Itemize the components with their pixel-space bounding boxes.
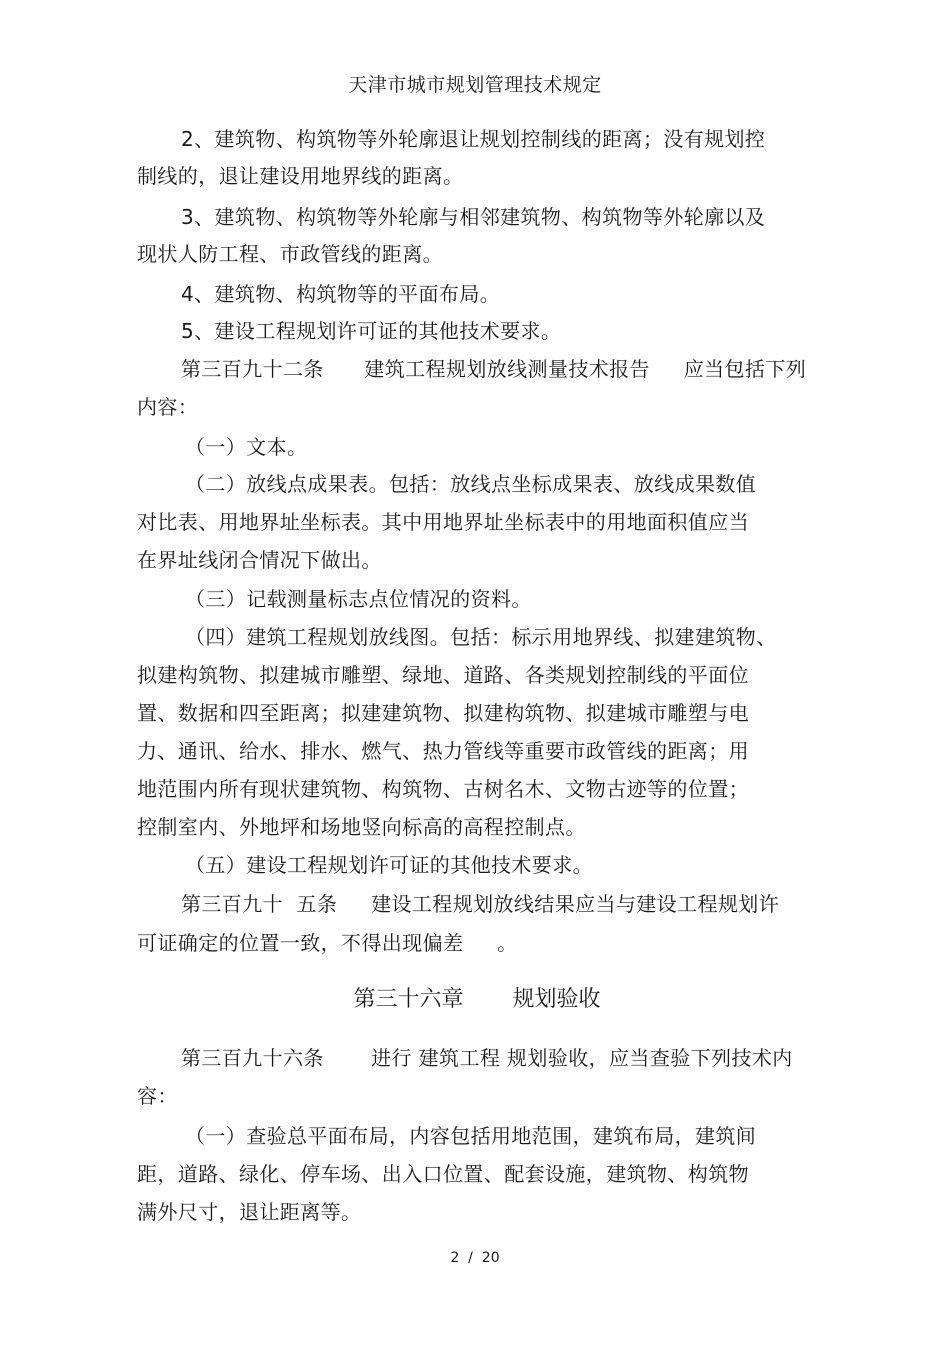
paragraph-line: 力、通讯、给水、排水、燃气、热力管线等重要市政管线的距离；用: [137, 739, 749, 763]
article-heading-396: 第三百九十六条 进行 建筑工程 规划验收，应当查验下列技术内: [181, 1046, 793, 1070]
paragraph-line: 制线的，退让建设用地界线的距离。: [137, 164, 464, 188]
paragraph-line: 3、建筑物、构筑物等外轮廓与相邻建筑物、构筑物等外轮廓以及: [181, 205, 766, 229]
page-header-title: 天津市城市规划管理技术规定: [348, 74, 602, 96]
paragraph-line: 内容：: [137, 395, 199, 419]
paragraph-line: 现状人防工程、市政管线的距离。: [137, 242, 443, 266]
paragraph-line: 满外尺寸，退让距离等。: [137, 1200, 362, 1224]
paragraph-line: 5、建设工程规划许可证的其他技术要求。: [181, 319, 562, 343]
page-number: 2 / 20: [450, 1250, 500, 1266]
paragraph-line: 置、数据和四至距离；拟建建筑物、拟建构筑物、拟建城市雕塑与电: [137, 701, 749, 725]
paragraph-line: 距，道路、绿化、停车场、出入口位置、配套设施，建筑物、构筑物: [137, 1162, 749, 1186]
paragraph-line: 拟建构筑物、拟建城市雕塑、绿地、道路、各类规划控制线的平面位: [137, 663, 749, 687]
article-heading-395: 第三百九十 五条 建设工程规划放线结果应当与建设工程规划许: [181, 892, 780, 916]
chapter-title: 第三十六章 规划验收: [353, 987, 601, 1012]
paragraph-line: 2、建筑物、构筑物等外轮廓退让规划控制线的距离；没有规划控: [181, 127, 766, 151]
paragraph-line: 可证确定的位置一致，不得出现偏差 。: [137, 931, 518, 955]
list-item: （一）查验总平面布局，内容包括用地范围，建筑布局，建筑间: [185, 1124, 757, 1148]
paragraph-line: 4、建筑物、构筑物等的平面布局。: [181, 282, 501, 306]
list-item: （四）建筑工程规划放线图。包括：标示用地界线、拟建建筑物、: [185, 625, 777, 649]
paragraph-line: 控制室内、外地坪和场地竖向标高的高程控制点。: [137, 815, 586, 839]
list-item: （三）记载测量标志点位情况的资料。: [185, 587, 532, 611]
list-item: （二）放线点成果表。包括：放线点坐标成果表、放线成果数值: [185, 472, 757, 496]
list-item: （一）文本。: [185, 435, 308, 459]
article-heading-392: 第三百九十二条 建筑工程规划放线测量技术报告 应当包括下列: [181, 357, 807, 381]
list-item: （五）建设工程规划许可证的其他技术要求。: [185, 853, 593, 877]
paragraph-line: 容：: [137, 1084, 178, 1108]
paragraph-line: 对比表、用地界址坐标表。其中用地界址坐标表中的用地面积值应当: [137, 510, 749, 534]
paragraph-line: 地范围内所有现状建筑物、构筑物、古树名木、文物古迹等的位置；: [137, 777, 749, 801]
paragraph-line: 在界址线闭合情况下做出。: [137, 548, 382, 572]
